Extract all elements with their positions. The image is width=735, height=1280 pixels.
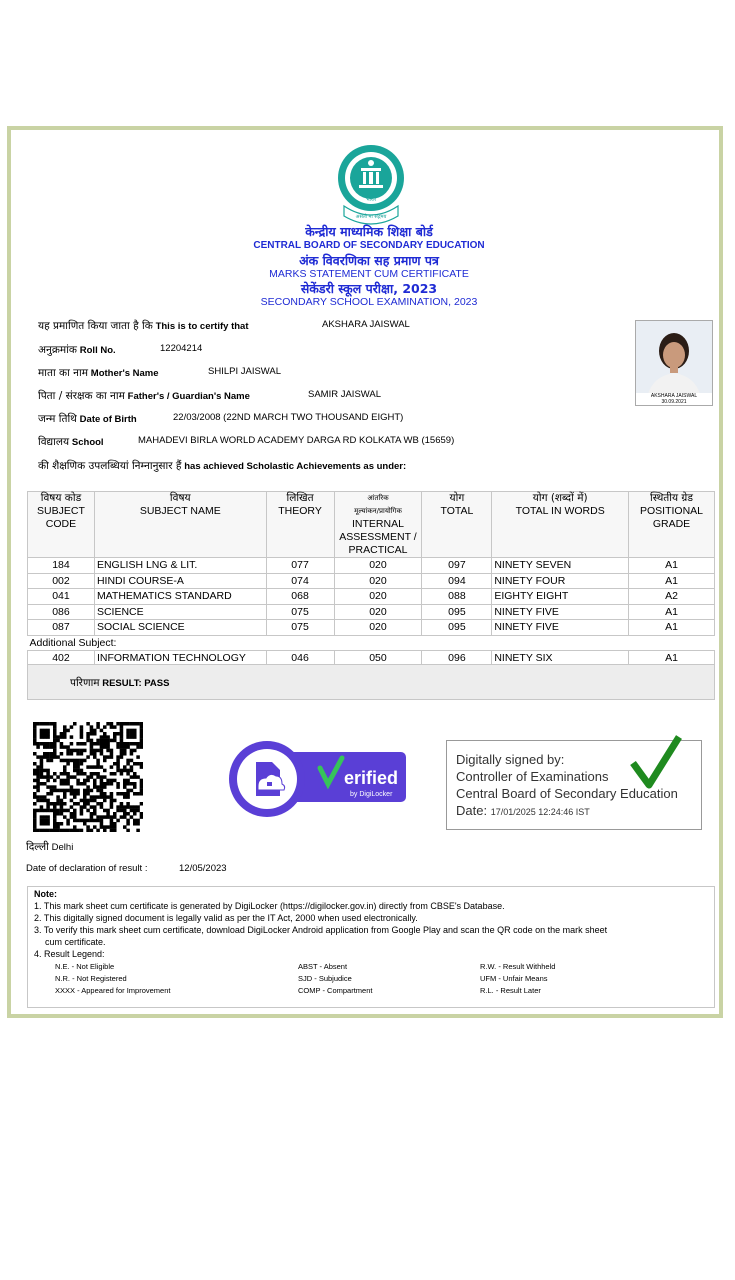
table-row [28,604,715,620]
ia-marks: 020 [334,604,422,620]
total-marks: 095 [422,620,492,636]
certificate-sheet [7,126,723,1018]
student-photo [635,320,713,406]
declaration-date: 12/05/2023 [179,863,227,874]
header-theory-en: THEORY [278,505,322,517]
sig-date-label: Date: [456,803,488,818]
header-words-hi: योग (शब्दों में) [532,492,588,504]
subject-name: HINDI COURSE-A [94,573,266,589]
legend-item: R.W. - Result Withheld [480,962,556,971]
photo-caption-date: 30.09.2021 [661,399,687,405]
legend-item: R.L. - Result Later [480,986,541,995]
grade: A1 [629,573,715,589]
legend-item: N.E. - Not Eligible [55,962,115,971]
result-value: PASS [144,678,170,689]
school-label: School [71,437,104,448]
header-ia-hi1: आंतरिक [367,494,389,502]
ia-marks: 020 [334,558,422,574]
subject-code: 402 [28,651,95,667]
note-item-2: 2. This digitally signed document is legally valid as per the IT Act, 2000 when used electronically. [34,913,418,923]
theory-marks: 075 [266,604,334,620]
table-header-row [28,492,715,558]
result-label: RESULT: [102,678,142,689]
cbse-logo [336,144,406,230]
header-subject-code [28,492,95,558]
roll-hindi: अनुक्रमांक [38,344,77,356]
total-words: EIGHTY EIGHT [492,589,629,605]
badge-text: erified [344,768,399,788]
header-words-en: TOTAL IN WORDS [515,505,605,517]
header-total-words [492,492,629,558]
legend-item: COMP - Compartment [298,986,373,995]
theory-marks: 075 [266,620,334,636]
ia-marks: 050 [334,651,422,667]
header-theory-hi: लिखित [286,492,314,504]
total-marks: 096 [422,651,492,667]
sig-date-value: 17/01/2025 12:24:46 IST [490,807,590,817]
place-line [26,840,73,854]
achievement-hindi: की शैक्षणिक उपलब्धियां निम्नानुसार हैं [38,460,182,472]
certify-line [38,319,410,333]
roll-line [38,343,203,357]
subject-name: SOCIAL SCIENCE [94,620,266,636]
father-hindi: पिता / संरक्षक का नाम [38,390,125,402]
header-total [422,492,492,558]
total-words: NINETY SIX [492,651,629,667]
grade: A1 [629,558,715,574]
header-name-hi: विषय [169,492,191,504]
header-theory [266,492,334,558]
ia-marks: 020 [334,589,422,605]
badge-subtext: by DigiLocker [350,791,393,798]
legend-item: SJD - Subjudice [298,974,352,983]
total-words: NINETY FIVE [492,604,629,620]
digilocker-verified-badge [228,740,408,818]
table-row [28,558,715,574]
table-row [28,589,715,605]
qr-code[interactable] [33,722,143,832]
doc-title-hindi: अंक विवरणिका सह प्रमाण पत्र [299,253,439,268]
marks-table [27,491,715,667]
roll-number: 12204214 [160,343,203,354]
note-item-3-cont: cum certificate. [45,937,106,947]
sig-date-line [456,803,590,818]
total-words: NINETY FIVE [492,620,629,636]
declaration-line [26,863,227,874]
additional-subject-row [28,635,715,651]
dob-line [38,412,404,426]
total-marks: 094 [422,573,492,589]
additional-subject-label: Additional Subject: [28,635,715,651]
header-total-hi: योग [449,492,465,504]
place-english: Delhi [51,842,74,853]
dob-value: 22/03/2008 (22ND MARCH TWO THOUSAND EIGHT) [173,412,404,423]
header-internal-assessment [334,492,422,558]
sig-line-1: Digitally signed by: [456,752,565,767]
result-band [27,664,715,700]
declaration-label: Date of declaration of result : [26,863,148,874]
sig-line-2: Controller of Examinations [456,769,609,784]
board-name-hindi: केन्द्रीय माध्यमिक शिक्षा बोर्ड [305,224,433,239]
father-name: SAMIR JAISWAL [308,389,382,400]
legend-item: XXXX - Appeared for Improvement [55,986,171,995]
green-tick-icon [629,733,683,791]
doc-title-english: MARKS STATEMENT CUM CERTIFICATE [269,268,469,280]
notes-title: Note: [34,889,57,899]
theory-marks: 068 [266,589,334,605]
subject-name: INFORMATION TECHNOLOGY [94,651,266,667]
note-item-1: 1. This mark sheet cum certificate is generated by DigiLocker (https://digilocker.gov.in) directly from CBSE's Database. [34,901,505,911]
header-grade [629,492,715,558]
header-ia-hi2: मूल्यांकन/प्रायोगिक [354,507,402,515]
mother-line [38,366,282,380]
header-name-en: SUBJECT NAME [139,505,221,517]
result-line [70,676,169,690]
header-code-en: SUBJECT CODE [37,505,85,530]
grade: A1 [629,651,715,667]
note-item-3: 3. To verify this mark sheet cum certificate, download DigiLocker Android application from Google Play and scan the QR code on the mark sheet [34,925,608,935]
digital-signature-box[interactable] [446,740,702,830]
header-grade-en: POSITIONAL GRADE [639,505,703,530]
theory-marks: 077 [266,558,334,574]
dob-label: Date of Birth [79,414,137,425]
photo-caption-name: AKSHARA JAISWAL [650,393,698,399]
exam-title-hindi: सेकेंडरी स्कूल परीक्षा, 2023 [300,281,438,296]
father-line [38,389,382,403]
school-hindi: विद्यालय [38,436,70,448]
subject-code: 087 [28,620,95,636]
header-code-hi: विषय कोड [40,492,82,504]
legend-item: ABST - Absent [298,962,348,971]
certify-hindi: यह प्रमाणित किया जाता है कि [38,320,153,332]
place-hindi: दिल्ली [26,841,49,853]
notes-box [27,886,715,1008]
grade: A1 [629,604,715,620]
theory-marks: 046 [266,651,334,667]
achievement-label: has achieved Scholastic Achievements as under: [184,461,407,472]
header-total-en: TOTAL [440,505,474,517]
mother-hindi: माता का नाम [38,367,88,379]
header-subject-name [94,492,266,558]
achievement-line [38,459,406,473]
subject-code: 184 [28,558,95,574]
certify-label: This is to certify that [155,321,249,332]
total-marks: 095 [422,604,492,620]
photo-caption [636,393,712,405]
subject-name: ENGLISH LNG & LIT. [94,558,266,574]
logo-motto: असतो मा सद्गमय [355,214,387,220]
sig-line-3: Central Board of Secondary Education [456,786,678,801]
exam-title-english: SECONDARY SCHOOL EXAMINATION, 2023 [260,296,478,308]
table-row [28,573,715,589]
legend-item: UFM - Unfair Means [480,974,548,983]
theory-marks: 074 [266,573,334,589]
dob-hindi: जन्म तिथि [38,413,77,425]
ia-marks: 020 [334,573,422,589]
result-hindi: परिणाम [70,677,100,689]
school-value: MAHADEVI BIRLA WORLD ACADEMY DARGA RD KOLKATA WB (15659) [138,435,455,446]
total-marks: 097 [422,558,492,574]
student-name: AKSHARA JAISWAL [322,319,410,330]
ia-marks: 020 [334,620,422,636]
school-line [38,435,455,449]
mother-label: Mother's Name [90,368,159,379]
logo-mid-text: भारत [366,197,376,203]
subject-code: 002 [28,573,95,589]
grade: A2 [629,589,715,605]
roll-label: Roll No. [79,345,116,356]
subject-code: 086 [28,604,95,620]
header-grade-hi: स्थितीय ग्रेड [650,492,693,504]
subject-code: 041 [28,589,95,605]
note-item-4: 4. Result Legend: [34,949,105,959]
legend-item: N.R. - Not Registered [55,974,127,983]
table-row [28,620,715,636]
header-ia-en: INTERNAL ASSESSMENT / PRACTICAL [339,518,417,556]
subject-name: SCIENCE [94,604,266,620]
grade: A1 [629,620,715,636]
board-name-english: CENTRAL BOARD OF SECONDARY EDUCATION [253,240,485,251]
total-words: NINETY FOUR [492,573,629,589]
subject-name: MATHEMATICS STANDARD [94,589,266,605]
total-marks: 088 [422,589,492,605]
father-label: Father's / Guardian's Name [127,391,250,402]
mother-name: SHILPI JAISWAL [208,366,282,377]
total-words: NINETY SEVEN [492,558,629,574]
